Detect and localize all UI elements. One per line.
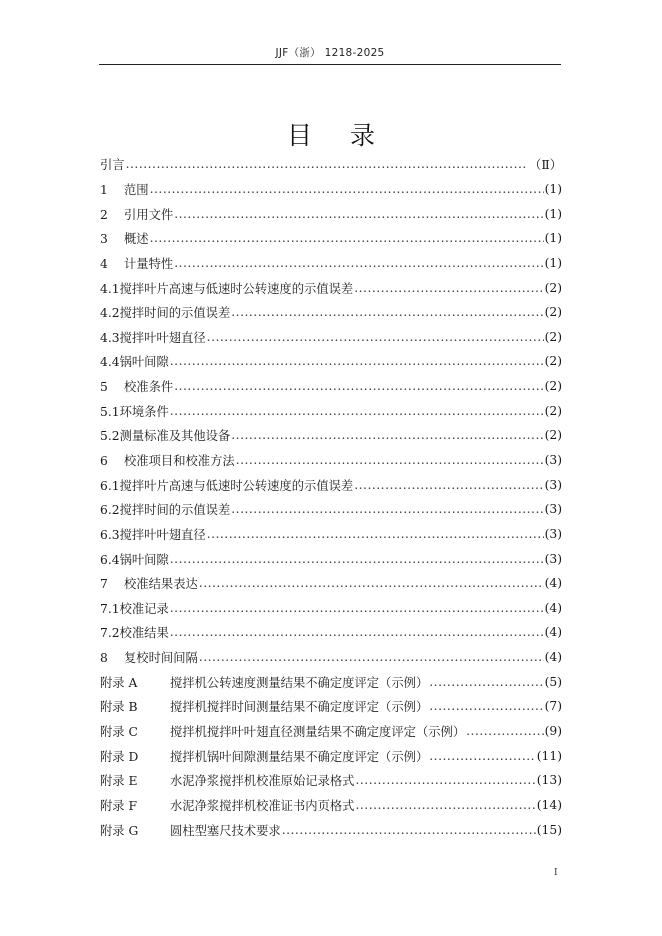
page-title: 目录	[286, 121, 413, 150]
toc-page: (2)	[544, 305, 562, 320]
toc-label: 搅拌机锅叶间隙测量结果不确定度评定（示例）	[170, 749, 429, 764]
toc-page: (3)	[544, 502, 562, 517]
toc-page: (3)	[544, 551, 562, 566]
toc-number: 7	[100, 577, 108, 592]
leader-dots	[231, 428, 543, 442]
leader-dots	[174, 256, 543, 270]
toc-entry[interactable]	[100, 201, 562, 226]
toc-page: (1)	[544, 231, 562, 246]
toc-number: 8	[100, 651, 108, 666]
toc-label: 水泥净浆搅拌机校准证书内页格式	[170, 798, 355, 813]
toc-number: 5.2	[100, 429, 120, 444]
toc-label: 搅拌机搅拌时间测量结果不确定度评定（示例）	[170, 700, 429, 715]
toc-entry[interactable]	[100, 448, 562, 473]
toc-label: 引言	[100, 158, 125, 173]
leader-dots	[355, 773, 535, 787]
toc-entry[interactable]	[100, 620, 562, 645]
leader-dots	[466, 724, 543, 738]
leader-dots	[207, 527, 544, 541]
toc-number: 6.1	[100, 478, 120, 493]
toc-page: (15)	[536, 822, 562, 837]
leader-dots	[355, 798, 535, 812]
toc-label: 校准项目和校准方法	[124, 454, 235, 468]
toc-entry[interactable]	[100, 472, 562, 497]
toc-entry[interactable]	[100, 571, 562, 596]
toc-number: 7.1	[100, 601, 120, 616]
toc-entry[interactable]	[100, 324, 562, 349]
toc-label: 校准条件	[124, 380, 174, 395]
leader-dots	[174, 207, 543, 221]
toc-label: 引用文件	[124, 207, 174, 222]
toc-label: 校准结果表达	[124, 577, 198, 592]
toc-entry-foreword[interactable]	[100, 152, 562, 177]
toc-page: (4)	[544, 650, 562, 665]
toc-label: 搅拌叶片高速与低速时公转速度的示值误差	[119, 478, 354, 493]
toc-page: (9)	[544, 724, 562, 739]
toc-page: (1)	[544, 206, 562, 221]
toc-entry-appendix[interactable]	[100, 694, 562, 719]
toc-entry[interactable]	[100, 546, 562, 571]
toc-label: 圆柱型塞尺技术要求	[170, 823, 281, 838]
toc-page: (2)	[544, 329, 562, 344]
leader-dots	[199, 650, 544, 664]
toc-entry-appendix[interactable]	[100, 719, 562, 744]
toc-entry[interactable]	[100, 177, 562, 202]
toc-entry[interactable]	[100, 349, 562, 374]
toc-page: (2)	[544, 280, 562, 295]
toc-page: (1)	[544, 181, 562, 196]
toc-number: 4	[100, 256, 108, 271]
leader-dots	[170, 404, 544, 418]
leader-dots	[207, 330, 544, 344]
toc-entry-appendix[interactable]	[100, 669, 562, 694]
toc-entry-appendix[interactable]	[100, 793, 562, 818]
toc-number: 1	[100, 182, 108, 197]
leader-dots	[150, 182, 544, 196]
toc-number: 4.1	[100, 281, 120, 296]
leader-dots	[236, 453, 544, 467]
leader-dots	[170, 552, 544, 566]
leader-dots	[231, 502, 543, 516]
toc-number: 6.2	[100, 503, 120, 518]
toc-page: (4)	[544, 576, 562, 591]
toc-number: 附录 G	[100, 823, 139, 838]
toc-entry[interactable]	[100, 300, 562, 325]
toc-label: 搅拌叶片高速与低速时公转速度的示值误差	[119, 281, 354, 296]
toc-number: 附录 B	[100, 700, 138, 715]
toc-label: 锅叶间隙	[119, 355, 169, 370]
toc-page: (2)	[544, 354, 562, 369]
leader-dots	[170, 354, 544, 368]
toc-label: 概述	[124, 232, 149, 247]
leader-dots	[174, 379, 543, 393]
toc-entry[interactable]	[100, 226, 562, 251]
document-header: JJF（浙） 1218-2025	[275, 47, 385, 59]
toc-number: 4.4	[100, 355, 120, 370]
toc-entry[interactable]	[100, 374, 562, 399]
toc-page: (2)	[544, 403, 562, 418]
leader-dots	[231, 305, 543, 319]
toc-label: 范围	[124, 182, 149, 197]
toc-entry-appendix[interactable]	[100, 768, 562, 793]
leader-dots	[354, 478, 543, 492]
toc-entry-appendix[interactable]	[100, 817, 562, 842]
toc-number: 附录 E	[100, 774, 138, 789]
toc-number: 5	[100, 380, 108, 395]
leader-dots	[150, 231, 544, 245]
toc-entry[interactable]	[100, 423, 562, 448]
page-number: I	[554, 868, 558, 878]
leader-dots	[354, 281, 543, 295]
toc-label: 校准结果	[119, 626, 169, 641]
toc-number: 附录 C	[100, 725, 138, 740]
toc-page: (5)	[544, 674, 562, 689]
toc-label: 搅拌机公转速度测量结果不确定度评定（示例）	[170, 675, 429, 690]
toc-label: 搅拌叶叶翅直径	[119, 330, 206, 345]
toc-page: (7)	[544, 699, 562, 714]
toc-page: (4)	[544, 625, 562, 640]
toc-page: (3)	[544, 453, 562, 467]
toc-label: 计量特性	[124, 256, 174, 271]
toc-number: 6	[100, 454, 108, 468]
toc-entry[interactable]	[100, 275, 562, 300]
toc-label: 校准记录	[119, 601, 169, 616]
toc-number: 附录 D	[100, 749, 139, 764]
toc-number: 6.3	[100, 527, 120, 542]
toc-page: (2)	[544, 428, 562, 443]
toc-page: (14)	[536, 797, 562, 812]
leader-dots	[429, 749, 536, 763]
toc-label: 搅拌时间的示值误差	[119, 306, 231, 321]
toc-number: 4.2	[100, 306, 120, 321]
leader-dots	[429, 699, 543, 713]
toc-entry[interactable]	[100, 522, 562, 547]
toc-label: 锅叶间隙	[119, 552, 169, 567]
toc-label: 搅拌时间的示值误差	[119, 503, 231, 518]
leader-dots	[126, 157, 528, 171]
header-rule	[99, 64, 561, 65]
toc-entry[interactable]	[100, 398, 562, 423]
toc-page: (3)	[544, 526, 562, 541]
leader-dots	[282, 823, 536, 837]
toc-entry[interactable]	[100, 497, 562, 522]
toc-label: 测量标准及其他设备	[119, 429, 231, 444]
toc-entry[interactable]	[100, 251, 562, 276]
toc-number: 附录 F	[100, 798, 138, 813]
leader-dots	[429, 675, 543, 689]
toc-number: 5.1	[100, 404, 120, 419]
toc-label: 复校时间间隔	[124, 651, 198, 666]
toc-page: (4)	[544, 600, 562, 615]
toc-entry[interactable]	[100, 645, 562, 670]
table-of-contents	[100, 152, 562, 842]
leader-dots	[170, 625, 544, 639]
toc-page: (3)	[544, 477, 562, 492]
toc-page: (13)	[536, 773, 562, 788]
toc-number: 6.4	[100, 552, 120, 567]
toc-label: 搅拌机搅拌叶叶翅直径测量结果不确定度评定（示例）	[170, 725, 466, 740]
toc-number: 7.2	[100, 626, 120, 641]
toc-number: 附录 A	[100, 675, 138, 690]
toc-page: (11)	[536, 748, 562, 763]
leader-dots	[199, 576, 544, 590]
leader-dots	[170, 601, 544, 615]
toc-page: (2)	[544, 379, 562, 394]
toc-label: 水泥净浆搅拌机校准原始记录格式	[170, 774, 355, 789]
toc-page: (1)	[544, 255, 562, 270]
toc-label: 搅拌叶叶翅直径	[119, 527, 206, 542]
toc-entry[interactable]	[100, 596, 562, 621]
toc-page: （Ⅱ）	[529, 158, 562, 173]
toc-number: 3	[100, 232, 108, 247]
toc-entry-appendix[interactable]	[100, 743, 562, 768]
toc-label: 环境条件	[119, 404, 169, 419]
toc-number: 4.3	[100, 330, 120, 345]
toc-number: 2	[100, 207, 108, 222]
